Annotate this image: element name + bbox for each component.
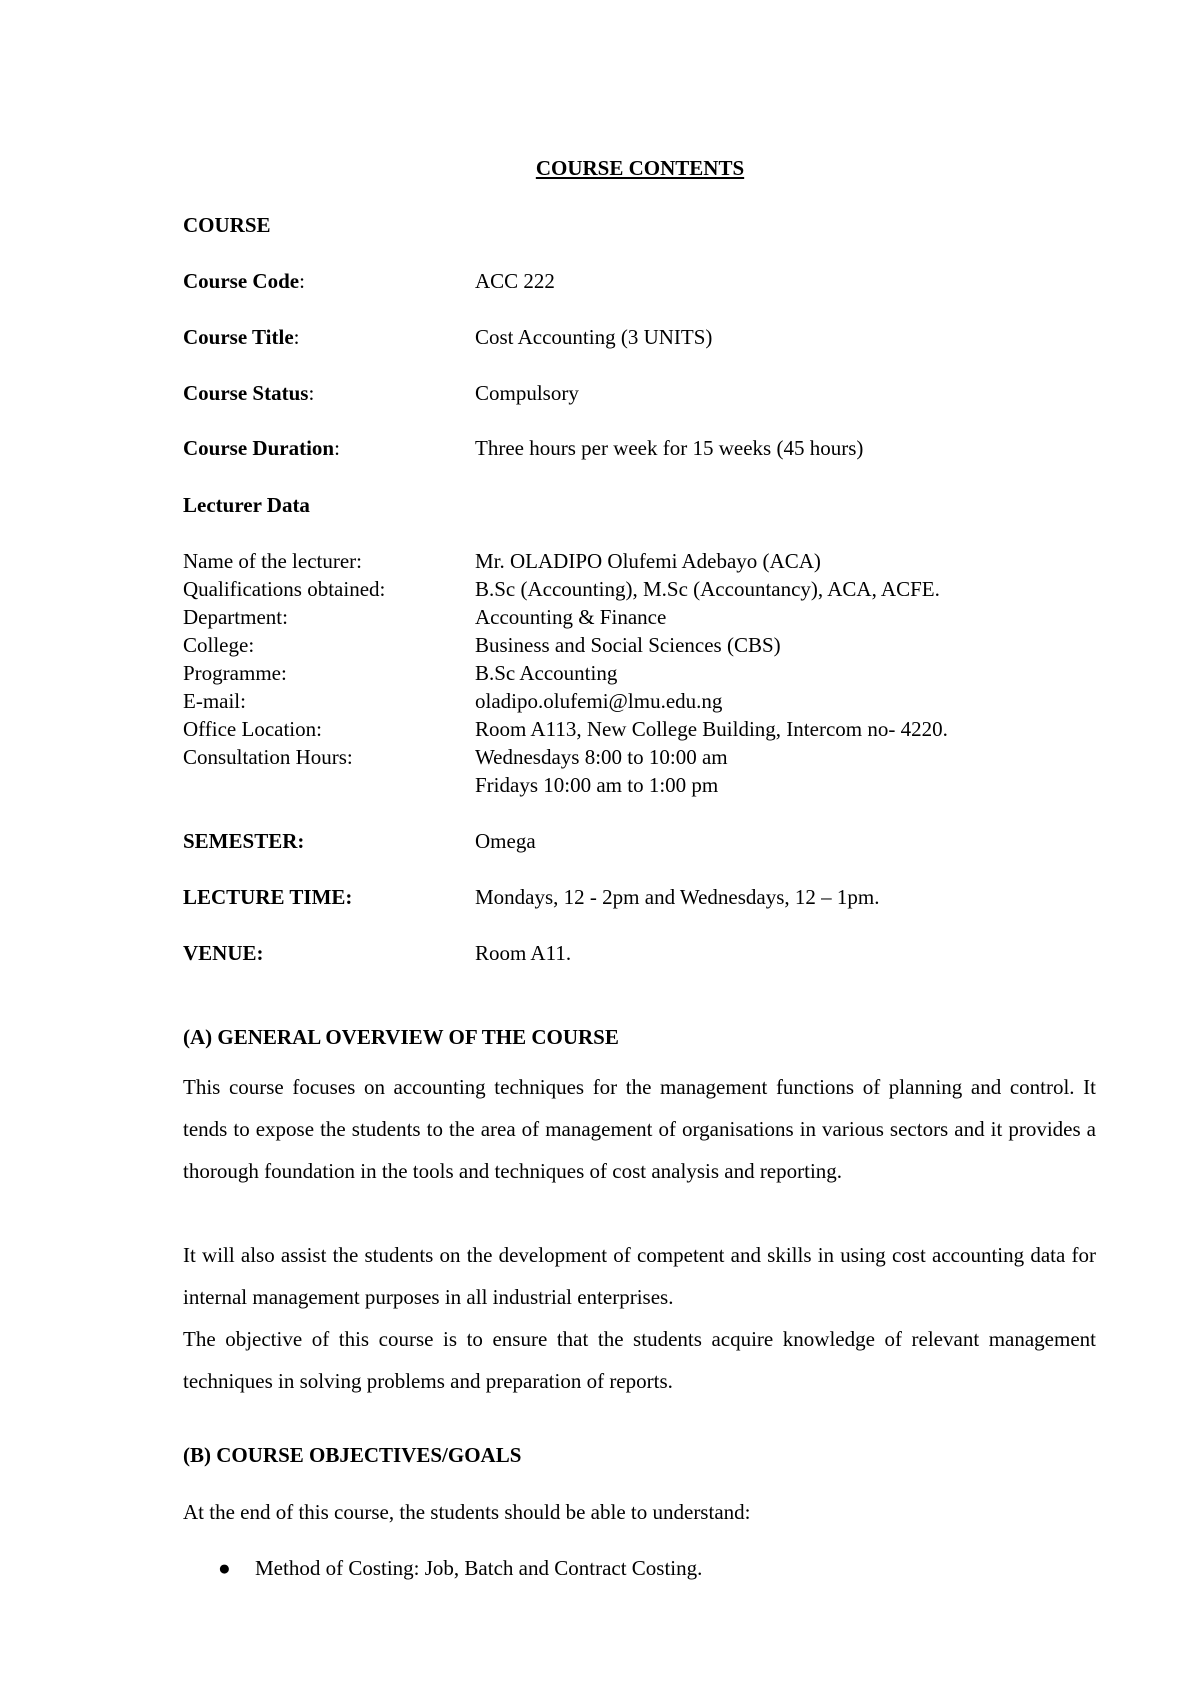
course-duration-value: Three hours per week for 15 weeks (45 hours) <box>475 436 864 460</box>
lecturer-name-value: Mr. OLADIPO Olufemi Adebayo (ACA) <box>475 549 821 573</box>
field-label: Course Duration <box>183 436 335 460</box>
document-title: COURSE CONTENTS <box>535 156 745 180</box>
college-value: Business and Social Sciences (CBS) <box>475 633 781 657</box>
bullet-icon: ● <box>218 1556 231 1580</box>
course-status-value: Compulsory <box>475 381 579 405</box>
course-title-label <box>183 324 299 350</box>
lecture-time-value: Mondays, 12 - 2pm and Wednesdays, 12 – 1pm. <box>475 885 880 909</box>
field-colon: : <box>308 381 315 405</box>
section-a-paragraph-2: It will also assist the students on the development of competent and skills in using cost accounting data for internal management purposes in all industrial enterprises. <box>183 1243 1096 1309</box>
semester-label: SEMESTER: <box>183 829 305 853</box>
lecturer-heading: Lecturer Data <box>183 493 310 517</box>
field-label: Course Title <box>183 325 294 349</box>
department-label: Department: <box>183 605 288 629</box>
field-colon: : <box>293 325 300 349</box>
qualifications-label: Qualifications obtained: <box>183 577 386 601</box>
qualifications-value: B.Sc (Accounting), M.Sc (Accountancy), ACA, ACFE. <box>475 577 940 601</box>
consultation-hours-label: Consultation Hours: <box>183 745 353 769</box>
field-colon: : <box>299 269 305 293</box>
list-item: Method of Costing: Job, Batch and Contract Costing. <box>255 1556 703 1580</box>
course-title-value: Cost Accounting (3 UNITS) <box>475 325 713 349</box>
email-value: oladipo.olufemi@lmu.edu.ng <box>475 689 723 713</box>
programme-value: B.Sc Accounting <box>475 661 618 685</box>
course-duration-label <box>183 435 340 461</box>
section-b-intro: At the end of this course, the students should be able to understand: <box>183 1500 751 1524</box>
lecturer-name-label: Name of the lecturer: <box>183 549 362 573</box>
consultation-hours-value-2: Fridays 10:00 am to 1:00 pm <box>475 773 719 797</box>
semester-value: Omega <box>475 829 536 853</box>
course-code-label <box>183 268 305 294</box>
office-location-value: Room A113, New College Building, Intercom no- 4220. <box>475 717 948 741</box>
consultation-hours-value-1: Wednesdays 8:00 to 10:00 am <box>475 745 728 769</box>
programme-label: Programme: <box>183 661 287 685</box>
section-a-paragraph-1: This course focuses on accounting techniques for the management functions of planning and control. It tends to expose the students to the area of management of organisations in various sectors and it provides a thorough foundation in the tools and techniques of cost analysis and reporting. <box>183 1075 1096 1183</box>
course-status-label <box>183 380 314 406</box>
office-location-label: Office Location: <box>183 717 322 741</box>
email-label: E-mail: <box>183 689 246 713</box>
field-label: Course Status <box>183 381 309 405</box>
section-a-paragraph-3: The objective of this course is to ensure that the students acquire knowledge of relevant management techniques in solving problems and preparation of reports. <box>183 1327 1096 1393</box>
department-value: Accounting & Finance <box>475 605 667 629</box>
venue-label: VENUE: <box>183 941 264 965</box>
venue-value: Room A11. <box>475 941 572 965</box>
section-b-heading: (B) COURSE OBJECTIVES/GOALS <box>183 1443 522 1467</box>
college-label: College: <box>183 633 255 657</box>
lecture-time-label: LECTURE TIME: <box>183 885 353 909</box>
field-colon: : <box>334 436 340 460</box>
field-label: Course Code <box>183 269 300 293</box>
course-heading: COURSE <box>183 213 271 237</box>
course-code-value: ACC 222 <box>475 269 555 293</box>
section-a-heading: (A) GENERAL OVERVIEW OF THE COURSE <box>183 1025 619 1049</box>
